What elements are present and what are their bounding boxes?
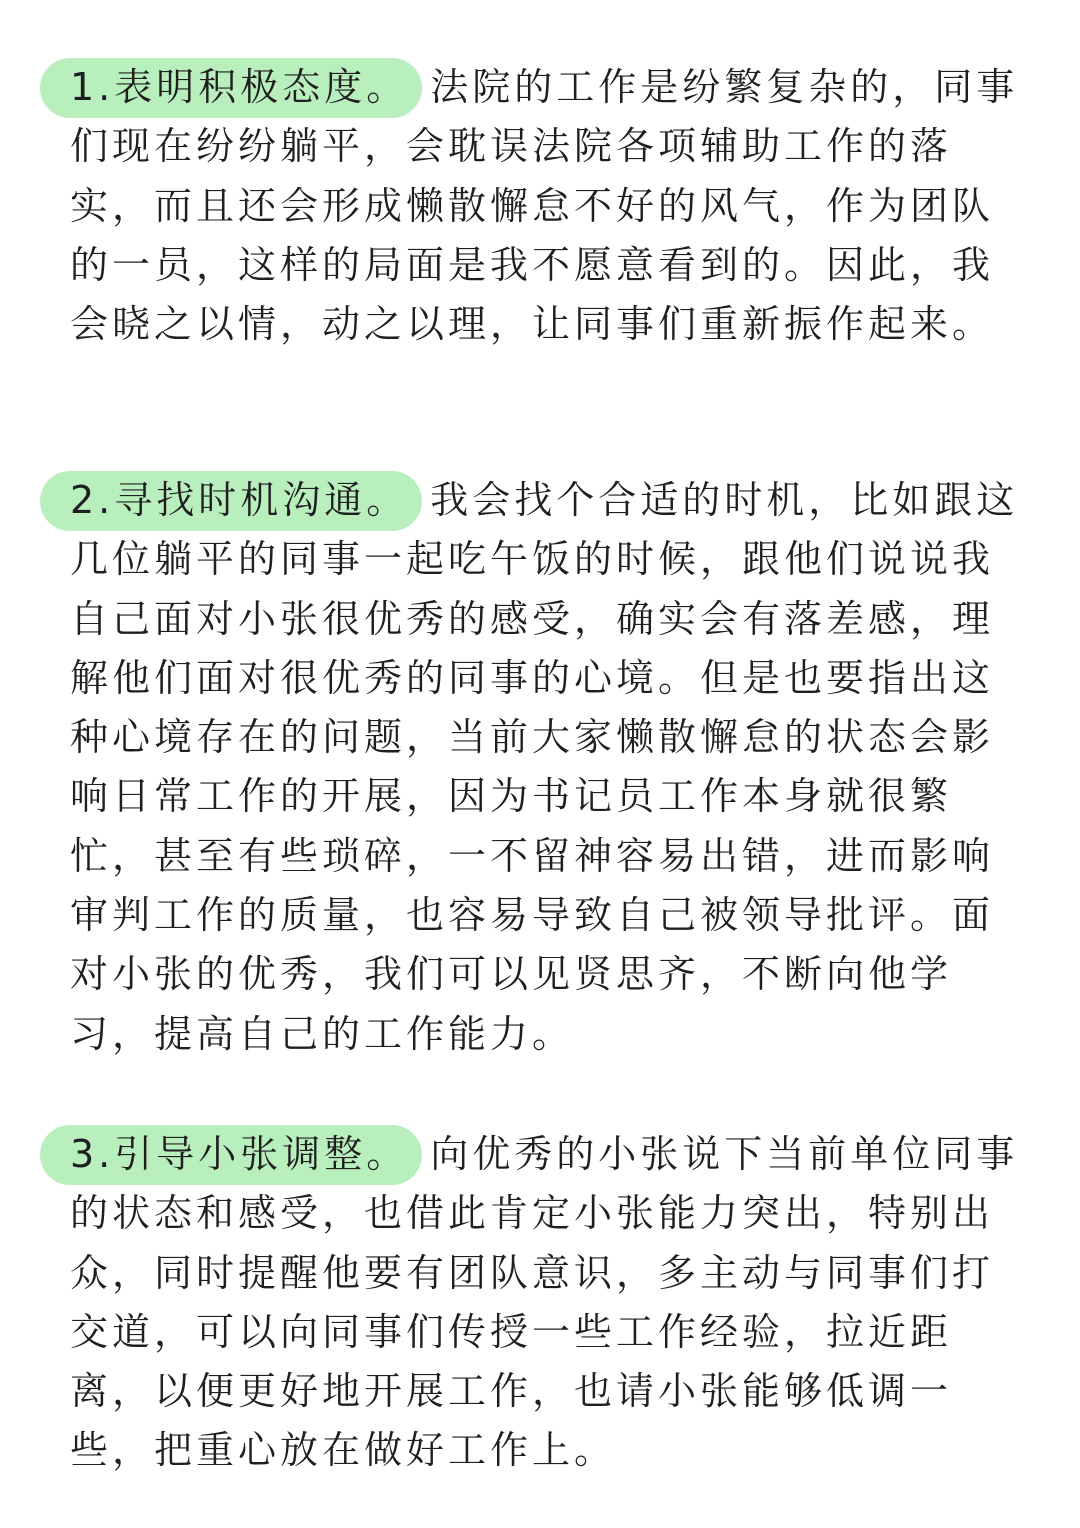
- point-3-heading: 3.引导小张调整。: [40, 1125, 422, 1185]
- point-3-body: 向优秀的小张说下当前单位同事的状态和感受，也借此肯定小张能力突出，特别出众，同时提醒他要有团队意识，多主动与同事们打交道，可以向同事们传授一些工作经验，拉近距离，以便更好地开展工作，也请小张能够低调一些，把重心放在做好工作上。: [70, 1132, 1019, 1473]
- point-2-paragraph: [70, 471, 1025, 1064]
- point-1-body: 法院的工作是纷繁复杂的，同事们现在纷纷躺平，会耽误法院各项辅助工作的落实，而且还会形成懒散懈怠不好的风气，作为团队的一员，这样的局面是我不愿意看到的。因此，我会晓之以情，动之以理，让同事们重新振作起来。: [70, 65, 1019, 347]
- point-2-body: 我会找个合适的时机，比如跟这几位躺平的同事一起吃午饭的时候，跟他们说说我自己面对小张很优秀的感受，确实会有落差感，理解他们面对很优秀的同事的心境。但是也要指出这种心境存在的问题，当前大家懒散懈怠的状态会影响日常工作的开展，因为书记员工作本身就很繁忙，甚至有些琐碎，一不留神容易出错，进而影响审判工作的质量，也容易导致自己被领导批评。面对小张的优秀，我们可以见贤思齐，不断向他学习，提高自己的工作能力。: [70, 478, 1019, 1056]
- point-1-paragraph: [70, 58, 1025, 354]
- point-3-paragraph: [70, 1125, 1025, 1481]
- point-1-heading: 1.表明积极态度。: [40, 58, 422, 118]
- point-2-heading: 2.寻找时机沟通。: [40, 471, 422, 531]
